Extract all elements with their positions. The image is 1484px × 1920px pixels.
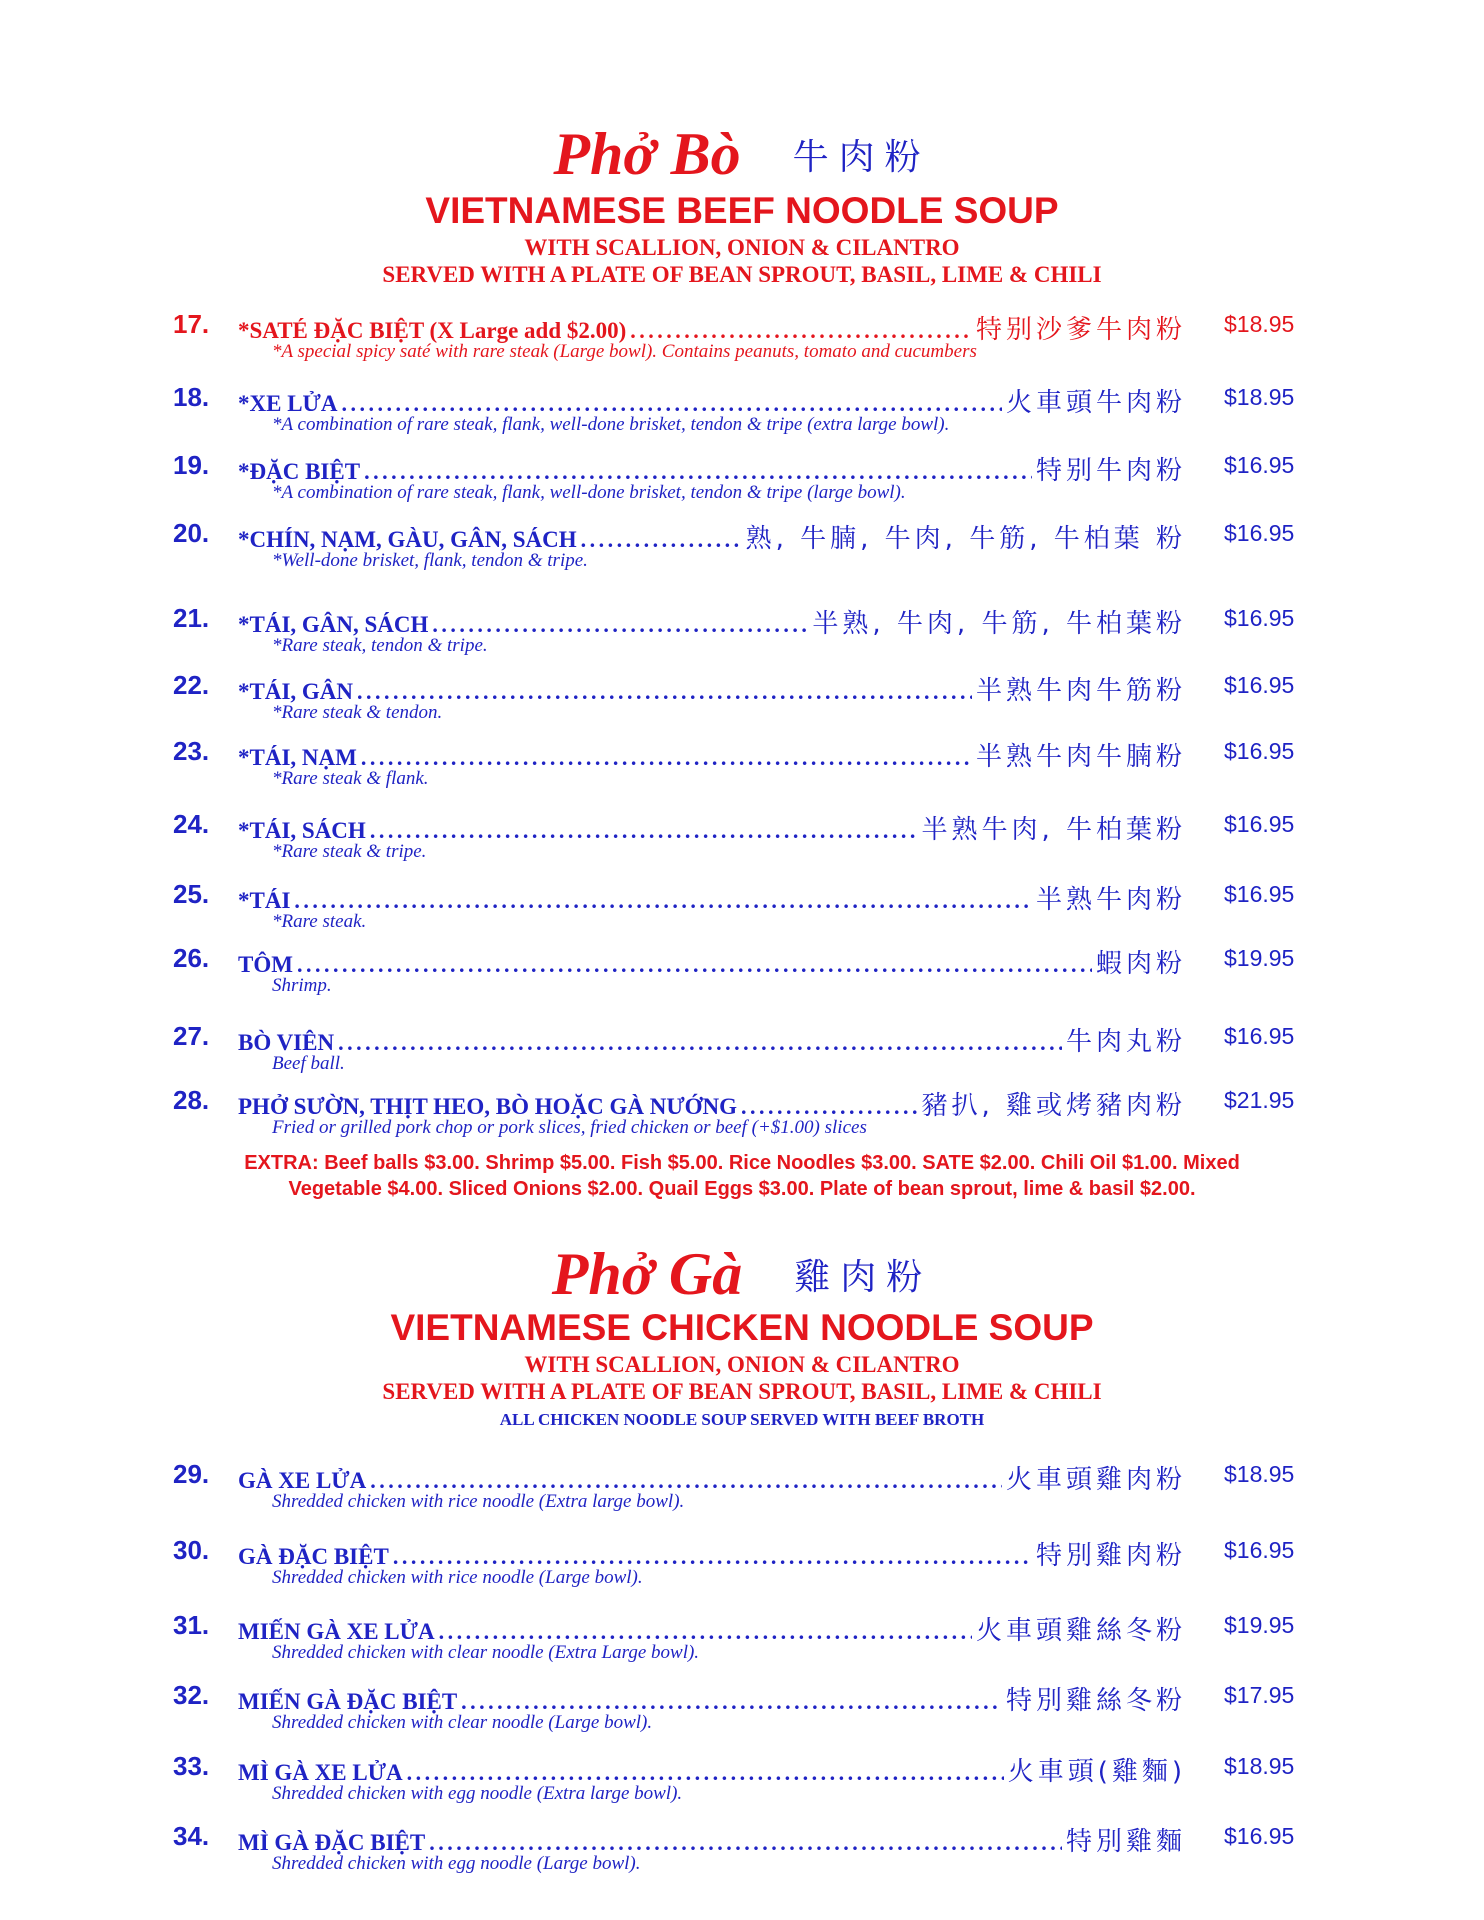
chicken-subtitle-3: ALL CHICKEN NOODLE SOUP SERVED WITH BEEF BROTH (499, 1410, 985, 1429)
item-line (238, 879, 1186, 916)
menu-item (0, 518, 1484, 578)
item-number: 17. (173, 309, 210, 339)
item-name: MÌ GÀ ĐẶC BIỆT (238, 1830, 426, 1855)
menu-item (0, 1535, 1484, 1595)
item-description: *A special spicy saté with rare steak (Large bowl). Contains peanuts, tomato and cucumbers (272, 341, 977, 362)
item-chinese-name: 火車頭(雞麵) (1007, 1757, 1186, 1787)
menu-item (0, 1459, 1484, 1519)
item-number: 25. (173, 879, 210, 909)
menu-item (0, 1021, 1484, 1081)
item-chinese-name: 半熟牛肉粉 (1035, 885, 1186, 915)
item-name: PHỞ SƯỜN, THỊT HEO, BÒ HOẶC GÀ NƯỚNG (238, 1094, 738, 1119)
chicken-chinese-title: 雞肉粉 (794, 1257, 933, 1298)
item-description: *Rare steak. (272, 911, 367, 932)
item-number: 20. (173, 518, 210, 548)
item-number: 28. (173, 1085, 210, 1115)
menu-item (0, 1610, 1484, 1670)
menu-item (0, 1751, 1484, 1811)
item-price: $16.95 (1224, 738, 1295, 764)
item-description: *Rare steak, tendon & tripe. (272, 635, 488, 656)
item-description: Beef ball. (272, 1053, 345, 1074)
item-number: 30. (173, 1535, 210, 1565)
item-number: 24. (173, 809, 210, 839)
item-number: 32. (173, 1680, 210, 1710)
item-description: *Rare steak & tendon. (272, 702, 443, 723)
item-name: TÔM (238, 952, 293, 977)
menu-item (0, 1680, 1484, 1740)
item-description: Shredded chicken with egg noodle (Extra large bowl). (272, 1783, 683, 1804)
item-description: Shredded chicken with clear noodle (Large bowl). (272, 1712, 653, 1733)
item-price: $21.95 (1224, 1087, 1295, 1113)
item-chinese-name: 特別雞麵 (1065, 1827, 1186, 1857)
beef-subtitle-1: WITH SCALLION, ONION & CILANTRO (524, 235, 960, 260)
item-price: $19.95 (1224, 945, 1295, 971)
item-name: *TÁI (238, 888, 291, 913)
item-name: BÒ VIÊN (238, 1030, 335, 1055)
item-name: *XE LỬA (238, 391, 338, 416)
item-chinese-name: 半熟牛肉牛筋粉 (975, 676, 1186, 706)
item-chinese-name: 火車頭牛肉粉 (1005, 388, 1186, 418)
item-chinese-name: 特别牛肉粉 (1035, 456, 1186, 486)
item-chinese-name: 特別雞肉粉 (1035, 1541, 1186, 1571)
item-price: $16.95 (1224, 672, 1295, 698)
item-description: Shredded chicken with egg noodle (Large bowl). (272, 1853, 641, 1874)
item-price: $16.95 (1224, 605, 1295, 631)
dot-leader (432, 612, 808, 638)
item-name: *SATÉ ĐẶC BIỆT (X Large add $2.00) (238, 318, 627, 343)
extras-line-2: Vegetable $4.00. Sliced Onions $2.00. Quail Eggs $3.00. Plate of bean sprout, lime & basil $2.00. (288, 1178, 1196, 1200)
item-number: 34. (173, 1821, 210, 1851)
item-chinese-name: 熟, 牛腩, 牛肉, 牛筋, 牛柏葉 粉 (745, 524, 1186, 554)
item-name: GÀ ĐẶC BIỆT (238, 1544, 389, 1569)
item-chinese-name: 火車頭雞肉粉 (1005, 1465, 1186, 1495)
item-chinese-name: 半熟牛肉牛腩粉 (975, 742, 1186, 772)
chicken-english-title: VIETNAMESE CHICKEN NOODLE SOUP (390, 1307, 1094, 1348)
chicken-subtitle-2: SERVED WITH A PLATE OF BEAN SPROUT, BASIL, LIME & CHILI (382, 1379, 1102, 1404)
dot-leader (357, 679, 972, 705)
item-price: $16.95 (1224, 881, 1295, 907)
menu-item (0, 879, 1484, 939)
item-price: $16.95 (1224, 811, 1295, 837)
item-description: *Rare steak & flank. (272, 768, 429, 789)
item-number: 23. (173, 736, 210, 766)
item-name: MIẾN GÀ XE LỬA (238, 1619, 435, 1644)
item-price: $16.95 (1224, 1537, 1295, 1563)
beef-viet-title: Phở Bò (553, 121, 741, 187)
item-price: $16.95 (1224, 1823, 1295, 1849)
item-chinese-name: 豬扒, 雞或烤豬肉粉 (921, 1091, 1186, 1121)
item-price: $17.95 (1224, 1682, 1295, 1708)
item-price: $16.95 (1224, 452, 1295, 478)
item-name: *ĐẶC BIỆT (238, 459, 361, 484)
beef-section-title (0, 120, 1484, 189)
menu-item (0, 1821, 1484, 1881)
item-number: 29. (173, 1459, 210, 1489)
item-number: 18. (173, 382, 210, 412)
item-name: *CHÍN, NẠM, GÀU, GÂN, SÁCH (238, 527, 577, 552)
menu-item (0, 943, 1484, 1003)
item-price: $16.95 (1224, 520, 1295, 546)
menu-item (0, 309, 1484, 369)
dot-leader (294, 888, 1032, 914)
item-price: $16.95 (1224, 1023, 1295, 1049)
item-description: Shredded chicken with rice noodle (Large bowl). (272, 1567, 643, 1588)
menu-item (0, 809, 1484, 869)
item-description: *Rare steak & tripe. (272, 841, 427, 862)
item-price: $18.95 (1224, 1461, 1295, 1487)
item-number: 27. (173, 1021, 210, 1051)
dot-leader (581, 527, 742, 553)
item-name: MÌ GÀ XE LỬA (238, 1760, 403, 1785)
dot-leader (361, 745, 972, 771)
item-chinese-name: 牛肉丸粉 (1065, 1027, 1186, 1057)
item-name: MIẾN GÀ ĐẶC BIỆT (238, 1689, 458, 1714)
item-number: 22. (173, 670, 210, 700)
chicken-section-title (0, 1240, 1484, 1309)
item-line (238, 1021, 1186, 1058)
item-chinese-name: 特别沙爹牛肉粉 (975, 315, 1186, 345)
item-description: *Well-done brisket, flank, tendon & tripe. (272, 550, 588, 571)
menu-item (0, 450, 1484, 510)
item-description: Shredded chicken with clear noodle (Extra Large bowl). (272, 1642, 700, 1663)
item-name: *TÁI, GÂN (238, 679, 354, 704)
menu-item (0, 670, 1484, 730)
item-price: $18.95 (1224, 311, 1295, 337)
item-chinese-name: 火車頭雞絲冬粉 (975, 1616, 1186, 1646)
beef-english-title: VIETNAMESE BEEF NOODLE SOUP (425, 190, 1059, 231)
menu-item (0, 1085, 1484, 1145)
menu-item (0, 603, 1484, 663)
item-description: *A combination of rare steak, flank, well-done brisket, tendon & tripe (large bowl). (272, 482, 906, 503)
item-number: 33. (173, 1751, 210, 1781)
item-name: *TÁI, SÁCH (238, 818, 366, 843)
item-description: Fried or grilled pork chop or pork slices, fried chicken or beef (+$1.00) slices (272, 1117, 867, 1138)
item-description: Shredded chicken with rice noodle (Extra large bowl). (272, 1491, 685, 1512)
item-description: Shrimp. (272, 975, 332, 996)
item-chinese-name: 半熟牛肉, 牛柏葉粉 (921, 815, 1186, 845)
beef-subtitle-2: SERVED WITH A PLATE OF BEAN SPROUT, BASIL, LIME & CHILI (382, 262, 1102, 287)
item-number: 21. (173, 603, 210, 633)
item-number: 19. (173, 450, 210, 480)
chicken-viet-title: Phở Gà (551, 1241, 743, 1307)
menu-item (0, 736, 1484, 796)
beef-chinese-title: 牛肉粉 (792, 137, 931, 178)
item-number: 31. (173, 1610, 210, 1640)
item-number: 26. (173, 943, 210, 973)
item-line (238, 943, 1186, 980)
item-price: $18.95 (1224, 384, 1295, 410)
item-description: *A combination of rare steak, flank, well-done brisket, tendon & tripe (extra large bowl). (272, 414, 950, 435)
chicken-subtitle-1: WITH SCALLION, ONION & CILANTRO (524, 1352, 960, 1377)
extras-note (0, 1150, 1484, 1202)
item-chinese-name: 特別雞絲冬粉 (1005, 1686, 1186, 1716)
extras-line-1: EXTRA: Beef balls $3.00. Shrimp $5.00. Fish $5.00. Rice Noodles $3.00. SATE $2.00. Chili Oil $1.00. Mixed (244, 1152, 1240, 1174)
dot-leader (370, 818, 918, 844)
item-name: *TÁI, NẠM (238, 745, 357, 770)
item-price: $19.95 (1224, 1612, 1295, 1638)
item-chinese-name: 蝦肉粉 (1095, 949, 1186, 979)
menu-item (0, 382, 1484, 442)
dot-leader (297, 952, 1092, 978)
item-price: $18.95 (1224, 1753, 1295, 1779)
dot-leader (338, 1030, 1062, 1056)
item-name: GÀ XE LỬA (238, 1468, 367, 1493)
item-name: *TÁI, GÂN, SÁCH (238, 612, 429, 637)
item-chinese-name: 半熟, 牛肉, 牛筋, 牛柏葉粉 (812, 609, 1186, 639)
